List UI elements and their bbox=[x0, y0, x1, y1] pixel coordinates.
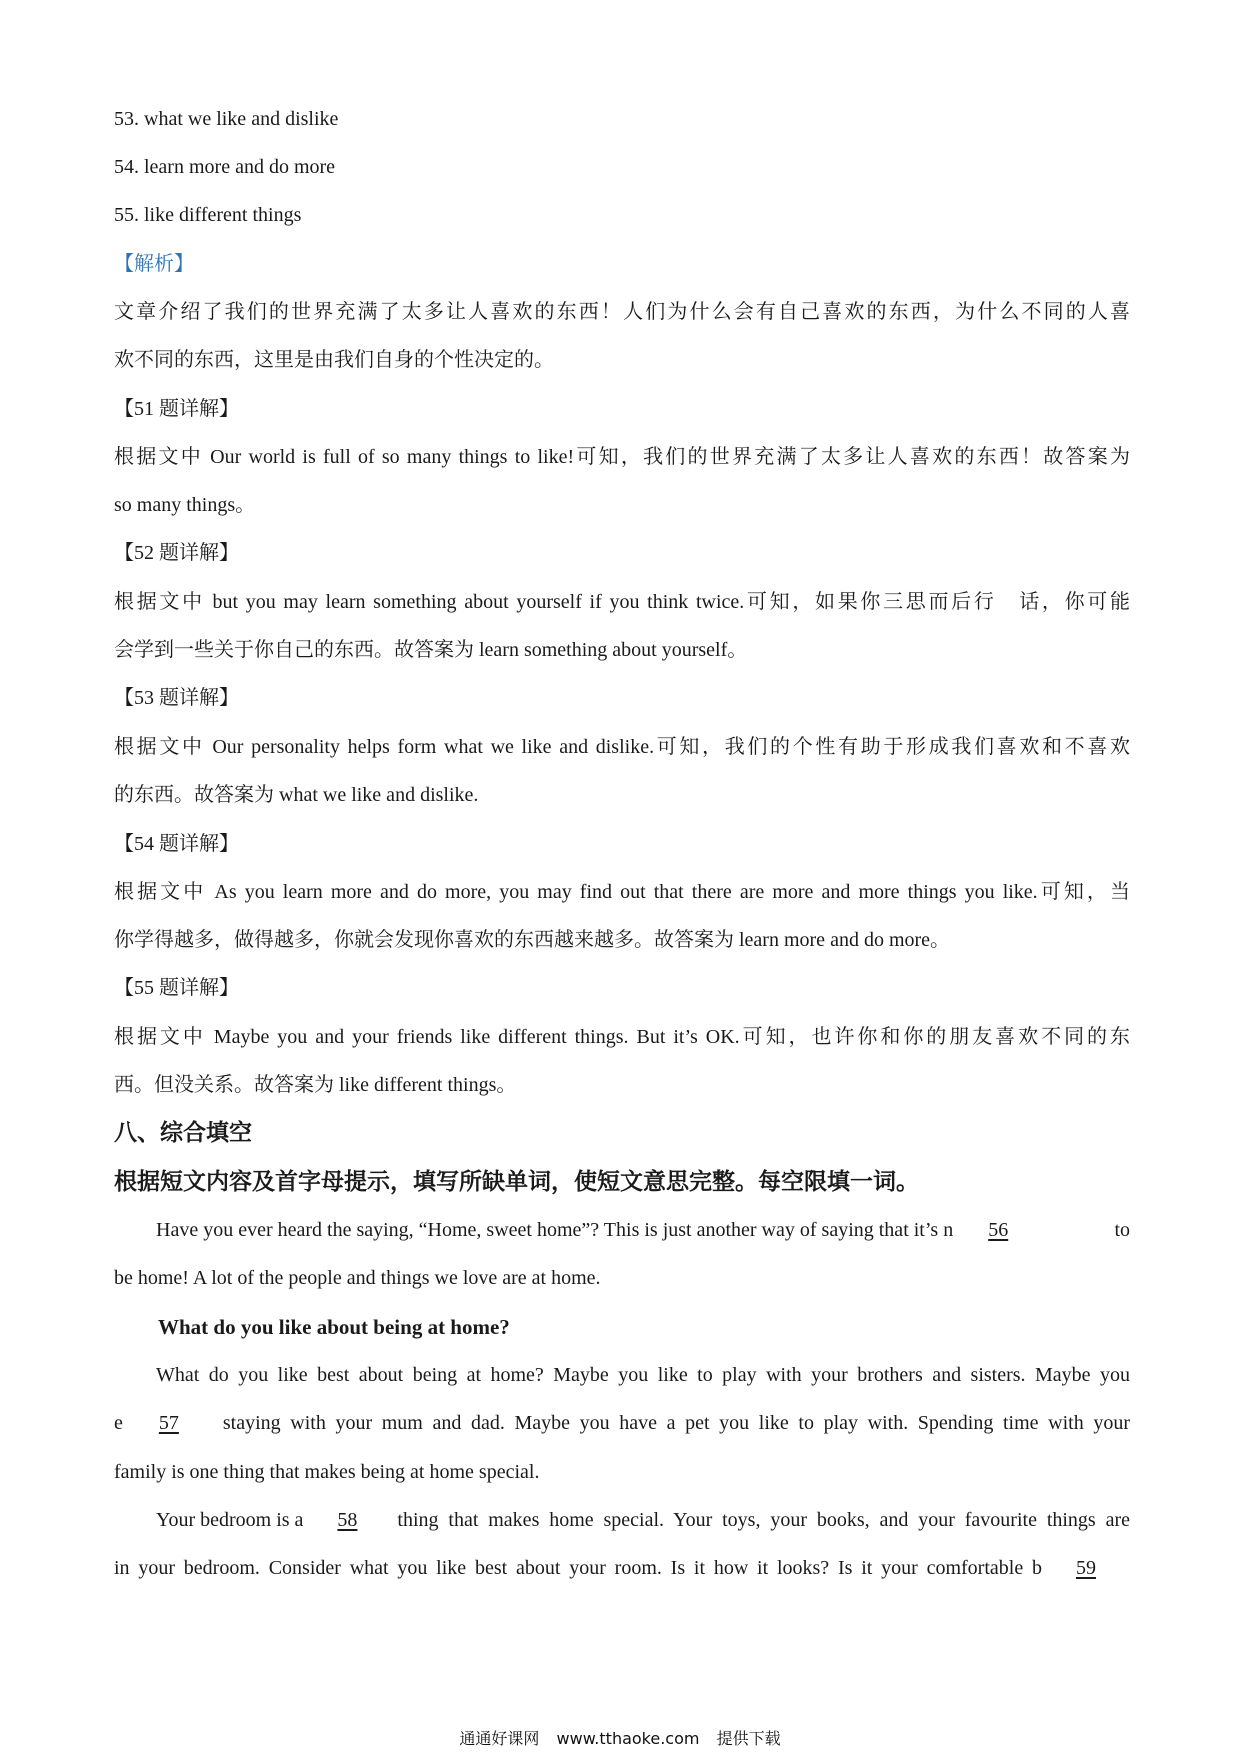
detail-53-line-2: 的东西。故答案为 what we like and dislike. bbox=[114, 784, 479, 806]
passage-p1-text-b: to bbox=[1114, 1219, 1130, 1241]
passage-p2-line-1: What do you like best about being at home? Maybe you like to play with your brothers and sisters. Maybe you bbox=[156, 1364, 1130, 1386]
footer-note: 提供下载 bbox=[716, 1729, 781, 1748]
detail-54-label: 【54 题详解】 bbox=[114, 833, 239, 855]
passage-p3-text-b: thing that makes home special. Your toys, your books, and your favourite things are bbox=[397, 1509, 1130, 1531]
passage-p3-text-c: in your bedroom. Consider what you like best about your room. Is it how it looks? Is it your comfortable b bbox=[114, 1557, 1042, 1579]
passage-p3-line-2 bbox=[114, 1553, 1130, 1583]
footer-url[interactable]: www.tthaoke.com bbox=[556, 1729, 700, 1748]
passage-subtitle: What do you like about being at home? bbox=[158, 1315, 510, 1339]
detail-53-label: 【53 题详解】 bbox=[114, 687, 239, 709]
footer-site-name: 通通好课网 bbox=[459, 1729, 540, 1748]
detail-54-line-2: 你学得越多，做得越多，你就会发现你喜欢的东西越来越多。故答案为 learn more and do more。 bbox=[114, 929, 951, 951]
summary-line-1: 文章介绍了我们的世界充满了太多让人喜欢的东西！人们为什么会有自己喜欢的东西，为什么不同的人喜 bbox=[114, 301, 1130, 323]
summary-line-2: 欢不同的东西，这里是由我们自身的个性决定的。 bbox=[114, 349, 554, 371]
detail-51-line-1: 根据文中 Our world is full of so many things to like!可知，我们的世界充满了太多让人喜欢的东西！故答案为 bbox=[114, 446, 1130, 468]
answer-54: 54. learn more and do more bbox=[114, 156, 336, 178]
detail-52-line-1: 根据文中 but you may learn something about yourself if you think twice.可知，如果你三思而后行 话，你可能 bbox=[114, 591, 1130, 613]
page-footer bbox=[0, 1726, 1240, 1749]
passage-p3-text-a: Your bedroom is a bbox=[156, 1509, 304, 1531]
detail-52-label: 【52 题详解】 bbox=[114, 542, 239, 564]
section-instruction: 根据短文内容及首字母提示，填写所缺单词，使短文意思完整。每空限填一词。 bbox=[114, 1169, 919, 1195]
passage-p2-text-a: e bbox=[114, 1412, 123, 1434]
passage-p3-line-1 bbox=[156, 1505, 1130, 1535]
passage-p2-line-2 bbox=[114, 1408, 1130, 1438]
detail-55-line-1: 根据文中 Maybe you and your friends like different things. But it’s OK.可知，也许你和你的朋友喜欢不同的东 bbox=[114, 1026, 1130, 1048]
passage-p1-text-a: Have you ever heard the saying, “Home, sweet home”? This is just another way of saying that it’s n bbox=[156, 1219, 954, 1241]
detail-53-line-1: 根据文中 Our personality helps form what we like and dislike.可知，我们的个性有助于形成我们喜欢和不喜欢 bbox=[114, 736, 1130, 758]
answer-55: 55. like different things bbox=[114, 204, 302, 226]
detail-54-line-1: 根据文中 As you learn more and do more, you may find out that there are more and more things you like.可知，当 bbox=[114, 881, 1130, 903]
blank-59: 59 bbox=[1076, 1557, 1096, 1579]
detail-52-line-2: 会学到一些关于你自己的东西。故答案为 learn something about yourself。 bbox=[114, 639, 748, 661]
blank-57: 57 bbox=[158, 1412, 179, 1434]
passage-p2-text-b: staying with your mum and dad. Maybe you have a pet you like to play with. Spending time with your bbox=[222, 1412, 1130, 1434]
blank-56: 56 bbox=[988, 1219, 1009, 1241]
blank-58: 58 bbox=[337, 1509, 358, 1531]
detail-51-label: 【51 题详解】 bbox=[114, 398, 239, 420]
section-title: 八、综合填空 bbox=[114, 1120, 252, 1146]
answer-53: 53. what we like and dislike bbox=[114, 108, 339, 130]
detail-55-line-2: 西。但没关系。故答案为 like different things。 bbox=[114, 1074, 517, 1096]
passage-p2-line-3: family is one thing that makes being at home special. bbox=[114, 1461, 540, 1483]
passage-p1-line-1 bbox=[156, 1215, 1130, 1245]
analysis-label: 【解析】 bbox=[114, 253, 194, 275]
detail-51-line-2: so many things。 bbox=[114, 494, 256, 516]
detail-55-label: 【55 题详解】 bbox=[114, 977, 239, 999]
passage-p1-line-2: be home! A lot of the people and things we love are at home. bbox=[114, 1267, 601, 1289]
